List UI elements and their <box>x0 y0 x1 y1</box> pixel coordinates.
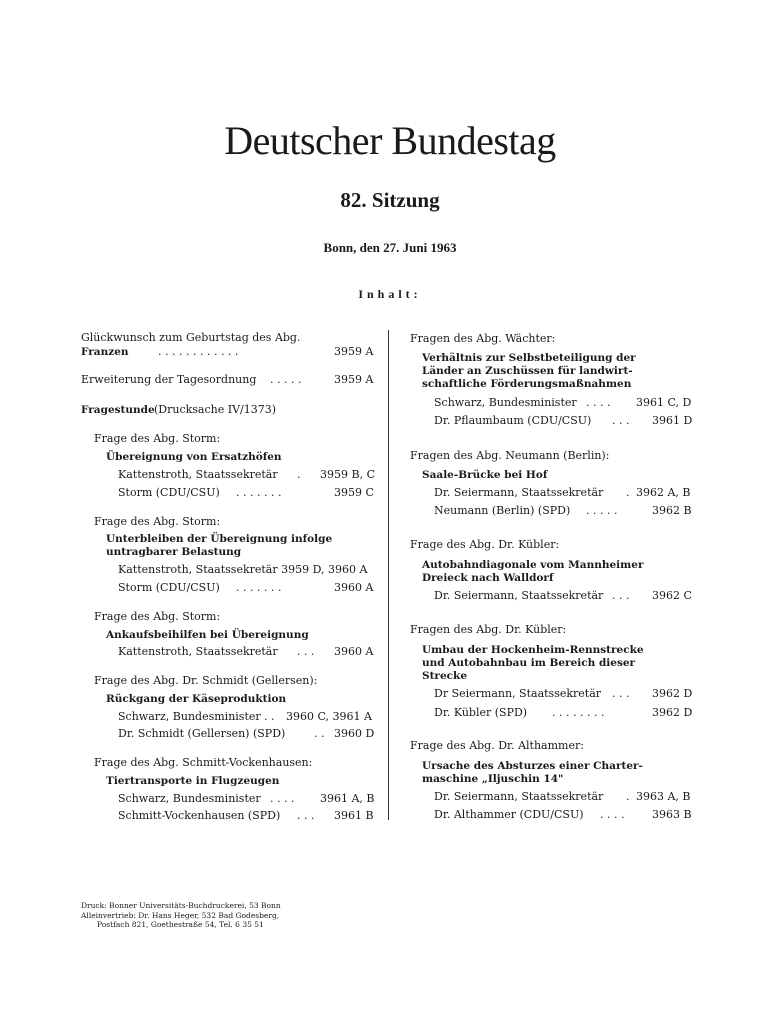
q6-answer1-name: Schwarz, Bundesminister <box>434 396 577 409</box>
q10-answer1-page: 3963 A, B <box>636 790 691 803</box>
q6-answer1-dots: . . . . <box>586 396 611 409</box>
q9-answer1-dots: . . . <box>612 687 630 700</box>
q7-topic: Saale-Brücke bei Hof <box>422 469 548 481</box>
q4-topic: Rückgang der Käseproduktion <box>106 693 287 705</box>
q9-answer1-page: 3962 D <box>652 687 693 700</box>
q1-answer1-name: Kattenstroth, Staatssekretär <box>118 468 278 481</box>
q8-answer1-name: Dr. Seiermann, Staatssekretär <box>434 589 604 602</box>
footer-printer: Druck: Bonner Universitäts-Buchdruckerei, 53 Bonn <box>81 901 281 910</box>
q10-answer2-page: 3963 B <box>652 808 692 821</box>
session-date: Bonn, den 27. Juni 1963 <box>323 240 457 255</box>
q7-answer2-dots: . . . . . <box>586 504 618 517</box>
q5-answer2-dots: . . . <box>297 809 315 822</box>
entry-birthday-page: 3959 A <box>334 345 374 358</box>
q6-answer1-page: 3961 C, D <box>636 396 692 409</box>
entry-agenda-dots: . . . . . <box>270 373 302 386</box>
entry-birthday-dots: . . . . . . . . . . . . <box>158 345 239 358</box>
q1-label: Frage des Abg. Storm: <box>94 432 221 445</box>
q8-topic-line1: Autobahndiagonale vom Mannheimer <box>422 559 644 571</box>
q7-answer1-page: 3962 A, B <box>636 486 691 499</box>
q3-answer1-page: 3960 A <box>334 645 374 658</box>
q4-answer1-page: 3960 C, 3961 A <box>286 710 372 723</box>
q4-answer2-dots: . . <box>314 727 325 740</box>
q2-answer2-page: 3960 A <box>334 581 374 594</box>
q10-answer2-name: Dr. Althammer (CDU/CSU) <box>434 808 584 821</box>
q1-answer2-dots: . . . . . . . <box>236 486 282 499</box>
q6-label: Fragen des Abg. Wächter: <box>410 332 556 345</box>
q5-answer1-name: Schwarz, Bundesminister <box>118 792 261 805</box>
q10-topic-line2: maschine „Iljuschin 14" <box>422 773 564 785</box>
q10-answer2-dots: . . . . <box>600 808 625 821</box>
q9-label: Fragen des Abg. Dr. Kübler: <box>410 623 567 636</box>
q6-topic-line3: schaftliche Förderungsmaßnahmen <box>422 378 632 390</box>
q9-topic-line3: Strecke <box>422 670 467 682</box>
q10-answer1-name: Dr. Seiermann, Staatssekretär <box>434 790 604 803</box>
q5-topic: Tiertransporte in Flugzeugen <box>106 775 280 787</box>
q10-topic-line1: Ursache des Absturzes einer Charter- <box>422 760 643 772</box>
q6-topic-line2: Länder an Zuschüssen für landwirt- <box>422 365 633 377</box>
q5-answer2-name: Schmitt-Vockenhausen (SPD) <box>118 809 281 822</box>
q3-answer1-name: Kattenstroth, Staatssekretär <box>118 645 278 658</box>
q9-answer2-page: 3962 D <box>652 706 693 719</box>
q4-label: Frage des Abg. Dr. Schmidt (Gellersen): <box>94 674 318 687</box>
entry-agenda-page: 3959 A <box>334 373 374 386</box>
entry-agenda-text: Erweiterung der Tagesordnung <box>81 373 257 386</box>
q7-label: Fragen des Abg. Neumann (Berlin): <box>410 449 610 462</box>
q7-answer2-name: Neumann (Berlin) (SPD) <box>434 504 571 517</box>
q3-answer1-dots: . . . <box>297 645 315 658</box>
q2-answer2-dots: . . . . . . . <box>236 581 282 594</box>
q9-answer1-name: Dr Seiermann, Staatssekretär <box>434 687 602 700</box>
q1-answer2-page: 3959 C <box>334 486 374 499</box>
q1-answer1-dots: . <box>297 468 301 481</box>
q3-label: Frage des Abg. Storm: <box>94 610 221 623</box>
q5-answer2-page: 3961 B <box>334 809 374 822</box>
q1-answer2-name: Storm (CDU/CSU) <box>118 486 220 499</box>
entry-birthday-name: Franzen <box>81 346 129 358</box>
q8-answer1-dots: . . . <box>612 589 630 602</box>
q5-answer1-dots: . . . . <box>270 792 295 805</box>
q5-label: Frage des Abg. Schmitt-Vockenhausen: <box>94 756 313 769</box>
q7-answer1-dots: . <box>626 486 630 499</box>
q9-topic-line1: Umbau der Hockenheim-Rennstrecke <box>422 644 644 656</box>
q10-answer1-dots: . <box>626 790 630 803</box>
q4-answer2-page: 3960 D <box>334 727 375 740</box>
q4-answer2-name: Dr. Schmidt (Gellersen) (SPD) <box>118 727 286 740</box>
contents-heading: Inhalt: <box>358 287 422 301</box>
q2-answer1: Kattenstroth, Staatssekretär 3959 D, 3960 A <box>118 563 368 576</box>
q6-answer2-dots: . . . <box>612 414 630 427</box>
footer-distributor: Alleinvertrieb: Dr. Hans Heger, 532 Bad Godesberg, <box>81 911 280 920</box>
q2-topic-line2: untragbarer Belastung <box>106 546 242 558</box>
column-divider <box>388 330 389 820</box>
q7-answer1-name: Dr. Seiermann, Staatssekretär <box>434 486 604 499</box>
entry-birthday-line1: Glückwunsch zum Geburtstag des Abg. <box>81 331 301 344</box>
q9-answer2-name: Dr. Kübler (SPD) <box>434 706 528 719</box>
document-title: Deutscher Bundestag <box>224 118 556 163</box>
entry-question-time-bold: Fragestunde <box>81 404 155 416</box>
q10-label: Frage des Abg. Dr. Althammer: <box>410 739 584 752</box>
q1-topic: Übereignung von Ersatzhöfen <box>106 451 282 463</box>
q6-answer2-page: 3961 D <box>652 414 693 427</box>
q1-answer1-page: 3959 B, C <box>320 468 375 481</box>
q8-answer1-page: 3962 C <box>652 589 692 602</box>
q9-answer2-dots: . . . . . . . . <box>552 706 605 719</box>
q7-answer2-page: 3962 B <box>652 504 692 517</box>
entry-question-time-rest: (Drucksache IV/1373) <box>154 403 277 416</box>
session-number: 82. Sitzung <box>340 188 440 212</box>
q2-answer2-name: Storm (CDU/CSU) <box>118 581 220 594</box>
q2-label: Frage des Abg. Storm: <box>94 515 221 528</box>
q8-label: Frage des Abg. Dr. Kübler: <box>410 538 560 551</box>
footer-address: Postfach 821, Goethestraße 54, Tel. 6 35 51 <box>97 920 264 929</box>
q2-topic-line1: Unterbleiben der Übereignung infolge <box>106 533 333 545</box>
q6-answer2-name: Dr. Pflaumbaum (CDU/CSU) <box>434 414 592 427</box>
q4-answer1-dots: . . <box>264 710 275 723</box>
q6-topic-line1: Verhältnis zur Selbstbeteiligung der <box>422 352 636 364</box>
q8-topic-line2: Dreieck nach Walldorf <box>422 572 554 584</box>
q5-answer1-page: 3961 A, B <box>320 792 375 805</box>
q4-answer1-name: Schwarz, Bundesminister <box>118 710 261 723</box>
q9-topic-line2: und Autobahnbau im Bereich dieser <box>422 657 636 669</box>
q3-topic: Ankaufsbeihilfen bei Übereignung <box>106 629 309 641</box>
